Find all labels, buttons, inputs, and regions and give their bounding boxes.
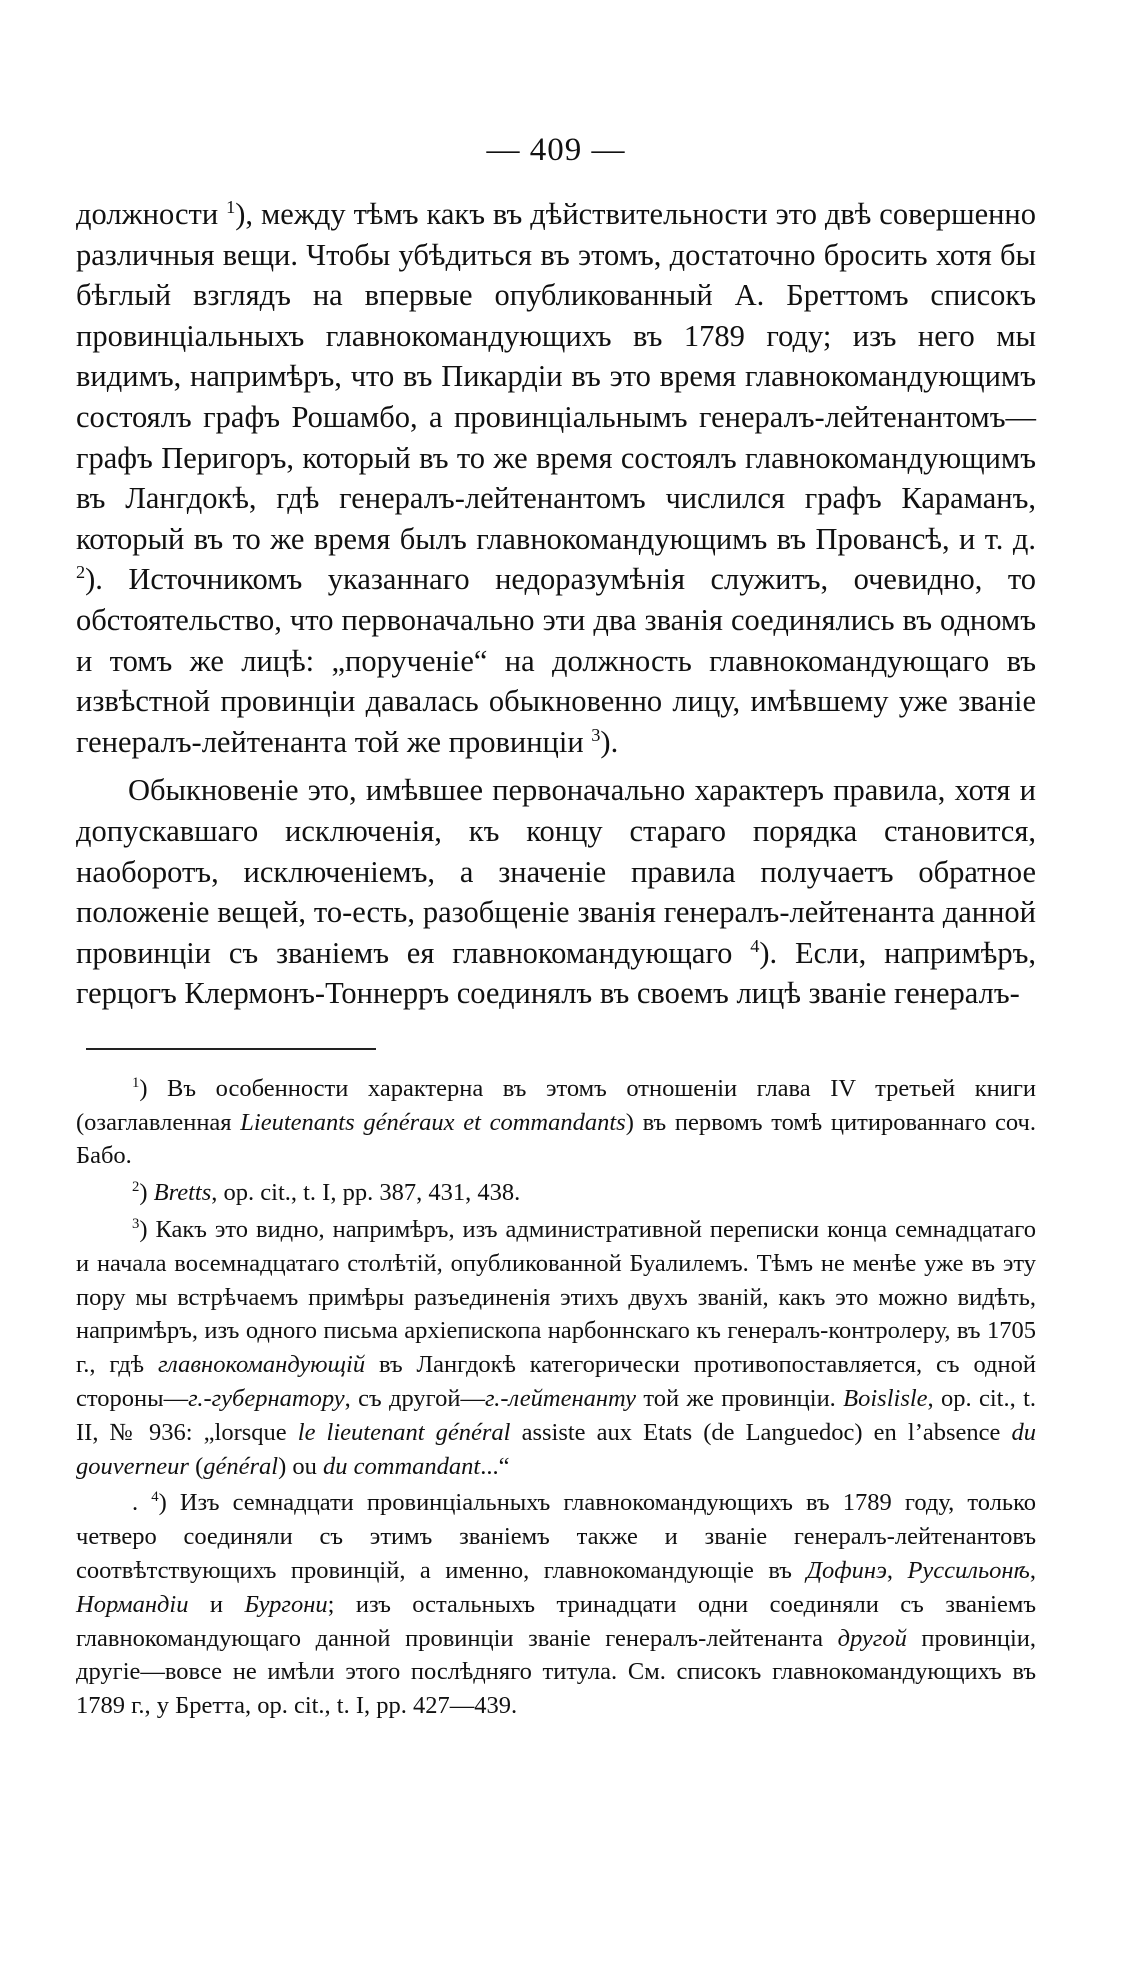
text-run: ) ou bbox=[278, 1452, 324, 1480]
paragraph-1 bbox=[76, 194, 1036, 762]
footnote-2 bbox=[76, 1176, 1036, 1210]
italic-run: Нормандіи bbox=[76, 1590, 189, 1618]
text-run: , съ другой— bbox=[344, 1385, 485, 1413]
text-run: ) Изъ семнадцати провинціальныхъ главнокомандующихъ въ 1789 году, только четверо соединяли съ этимъ званіемъ также и званіе генералъ-лейтенантовъ соотвѣтствующихъ провинцій, а именно, главнокомандующіе въ bbox=[76, 1489, 1037, 1585]
italic-run: du commandant bbox=[323, 1452, 481, 1480]
italic-run: другой bbox=[837, 1624, 907, 1652]
text-run: ) Въ особенности характерна въ этомъ отношеніи глава IV третьей книги (озаглавленная bbox=[76, 1074, 1036, 1136]
italic-run: Boislisle bbox=[843, 1385, 928, 1413]
text-run: . bbox=[132, 1489, 152, 1517]
text-run: провинціи, другіе—вовсе не имѣли этого послѣдняго титула. См. списокъ главнокомандующихъ въ 1789 г., у Бретта, op. cit., t. I, pp. 427—439. bbox=[76, 1624, 1036, 1720]
text-run: и bbox=[188, 1590, 245, 1618]
text-run: , bbox=[886, 1557, 908, 1585]
italic-run: le lieutenant général bbox=[297, 1418, 511, 1446]
text-run: ). Если, напримѣръ, герцогъ Клермонъ-Тоннерръ соединялъ въ своемъ лицѣ званіе генералъ- bbox=[76, 935, 1036, 1011]
footnote-mark: 4 bbox=[151, 1489, 159, 1506]
text-run: ). Источникомъ указаннаго недоразумѣнія служитъ, очевидно, то обстоятельство, что первоначально эти два званія соединялись въ одномъ и томъ же лицѣ: „порученіе“ на должность главнокомандующаго въ извѣстной провинціи давалась обыкновенно лицу, имѣвшему уже званіе генералъ-лейтенанта той же провинціи bbox=[76, 562, 1036, 759]
text-run: , bbox=[1029, 1557, 1037, 1585]
italic-run: général bbox=[203, 1452, 279, 1480]
footnote-3 bbox=[76, 1213, 1036, 1483]
text-run: въ Лангдокѣ категорически противопоставляется, съ одной стороны— bbox=[76, 1351, 1036, 1413]
text-run: assiste aux Etats (de Languedoc) en l’absence bbox=[510, 1418, 1012, 1446]
footnote-4 bbox=[76, 1486, 1036, 1723]
footnote-1 bbox=[76, 1072, 1036, 1173]
text-run: ...“ bbox=[480, 1452, 510, 1480]
text-run: ) Какъ это видно, напримѣръ, изъ административной переписки конца семнадцатаго и начала восемнадцатаго столѣтій, опубликованной Буалилемъ. Тѣмъ не менѣе уже въ эту пору мы встрѣчаемъ примѣры разъединенія этихъ двухъ званій, какъ это можно видѣть, напримѣръ, изъ одного письма архіепископа нарбоннскаго къ генералъ-контролеру, въ 1705 г., гдѣ bbox=[76, 1216, 1036, 1379]
footnote-mark: 1 bbox=[132, 1074, 140, 1091]
text-run: , op. cit., t. I, pp. 387, 431, 438. bbox=[211, 1179, 521, 1207]
text-run: , op. cit., t. II, № 936: „lorsque bbox=[76, 1385, 1037, 1446]
italic-run: Bretts bbox=[153, 1179, 212, 1207]
text-run: ; изъ остальныхъ тринадцати одни соединяли съ званіемъ главнокомандующаго данной провинціи званіе генералъ-лейтенанта bbox=[76, 1590, 1036, 1652]
italic-run: главнокомандующій bbox=[157, 1351, 366, 1379]
footnote-ref-4[interactable]: 4 bbox=[750, 935, 760, 956]
footnotes bbox=[76, 1072, 1036, 1723]
paragraph-2 bbox=[76, 770, 1036, 1014]
footnote-ref-3[interactable]: 3 bbox=[591, 724, 601, 745]
italic-run: Дофинэ bbox=[806, 1557, 887, 1585]
text-run: ) въ первомъ томѣ цитированнаго соч. Бабо. bbox=[76, 1108, 1036, 1170]
text-run: ). bbox=[600, 724, 619, 759]
footnote-mark: 3 bbox=[132, 1215, 140, 1232]
text-run: той же провинціи. bbox=[635, 1385, 844, 1413]
text-run: ) bbox=[139, 1179, 154, 1207]
text-run: должности bbox=[76, 197, 227, 231]
footnote-mark: 2 bbox=[132, 1179, 140, 1196]
footnote-ref-2[interactable]: 2 bbox=[76, 562, 86, 583]
page-number: — 409 — bbox=[486, 132, 626, 168]
italic-run: г.-лейтенанту bbox=[484, 1385, 636, 1413]
italic-run: Бургони bbox=[244, 1590, 328, 1618]
footnote-divider bbox=[86, 1048, 376, 1050]
italic-run: du gouverneur bbox=[76, 1418, 1037, 1480]
italic-run: г.-губернатору bbox=[188, 1385, 345, 1413]
footnote-ref-1[interactable]: 1 bbox=[226, 196, 236, 217]
text-run: Обыкновеніе это, имѣвшее первоначально характеръ правила, хотя и допускавшаго исключенія, къ концу стараго порядка становится, наоборотъ, исключеніемъ, а значеніе правила получаетъ обратное положеніе вещей, то-есть, разобщеніе званія генералъ-лейтенанта данной провинціи съ званіемъ ея главнокомандующаго bbox=[76, 773, 1036, 970]
italic-run: Lieutenants généraux et commandants bbox=[240, 1108, 626, 1136]
text-run: ( bbox=[188, 1452, 204, 1480]
text-run: ), между тѣмъ какъ въ дѣйствительности это двѣ совершенно различныя вещи. Чтобы убѣдиться въ этомъ, достаточно бросить хотя бы бѣглый взглядъ на впервые опубликованный А. Бреттомъ списокъ провинціальныхъ главнокомандующихъ въ 1789 году; изъ него мы видимъ, напримѣръ, что въ Пикардіи въ это время главнокомандующимъ состоялъ графъ Рошамбо, а провинціальнымъ генералъ-лейтенантомъ—графъ Перигоръ, который въ то же время состоялъ главнокомандующимъ въ Лангдокѣ, гдѣ генералъ-лейтенантомъ числился графъ Караманъ, который въ то же время былъ главнокомандующимъ въ Провансѣ, и т. д. bbox=[76, 197, 1036, 556]
page bbox=[76, 120, 1036, 1726]
body-text bbox=[76, 194, 1036, 1014]
italic-run: Руссильонѣ bbox=[907, 1557, 1030, 1585]
